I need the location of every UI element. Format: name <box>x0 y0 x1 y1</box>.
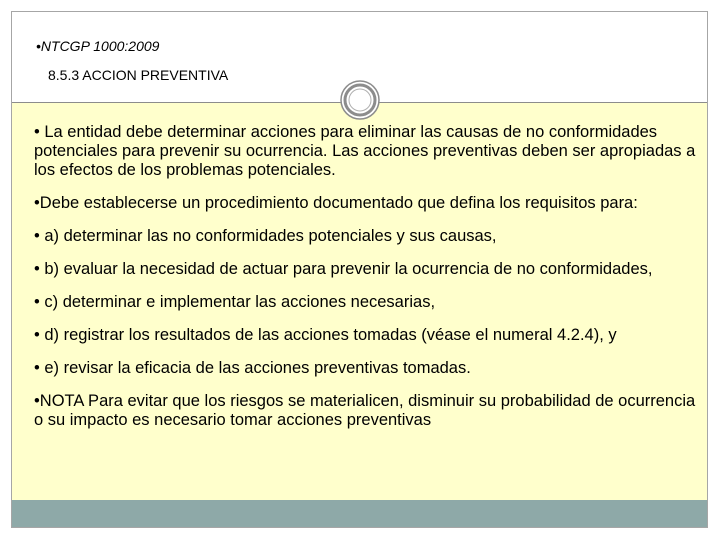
bullet-item: • La entidad debe determinar acciones para eliminar las causas de no conformidades potenciales para prevenir su ocurrencia. Las acciones preventivas deben ser apropiadas a los efectos de los problemas potenciales. <box>34 123 696 179</box>
header-title: •NTCGP 1000:2009 <box>36 38 160 54</box>
slide-frame <box>11 11 708 528</box>
bullet-item: • b) evaluar la necesidad de actuar para prevenir la ocurrencia de no conformidades, <box>34 260 653 278</box>
bullet-item: •NOTA Para evitar que los riesgos se materialicen, disminuir su probabilidad de ocurrencia o su impacto es necesario tomar acciones preventivas <box>34 392 696 429</box>
bullet-item: • d) registrar los resultados de las acciones tomadas (véase el numeral 4.2.4), y <box>34 326 617 344</box>
bullet-item: •Debe establecerse un procedimiento documentado que defina los requisitos para: <box>34 194 638 212</box>
header-subtitle: 8.5.3 ACCION PREVENTIVA <box>48 67 229 83</box>
bullet-item: • e) revisar la eficacia de las acciones preventivas tomadas. <box>34 359 471 377</box>
bullet-item: • a) determinar las no conformidades potenciales y sus causas, <box>34 227 497 245</box>
bullet-item: • c) determinar e implementar las acciones necesarias, <box>34 293 436 311</box>
